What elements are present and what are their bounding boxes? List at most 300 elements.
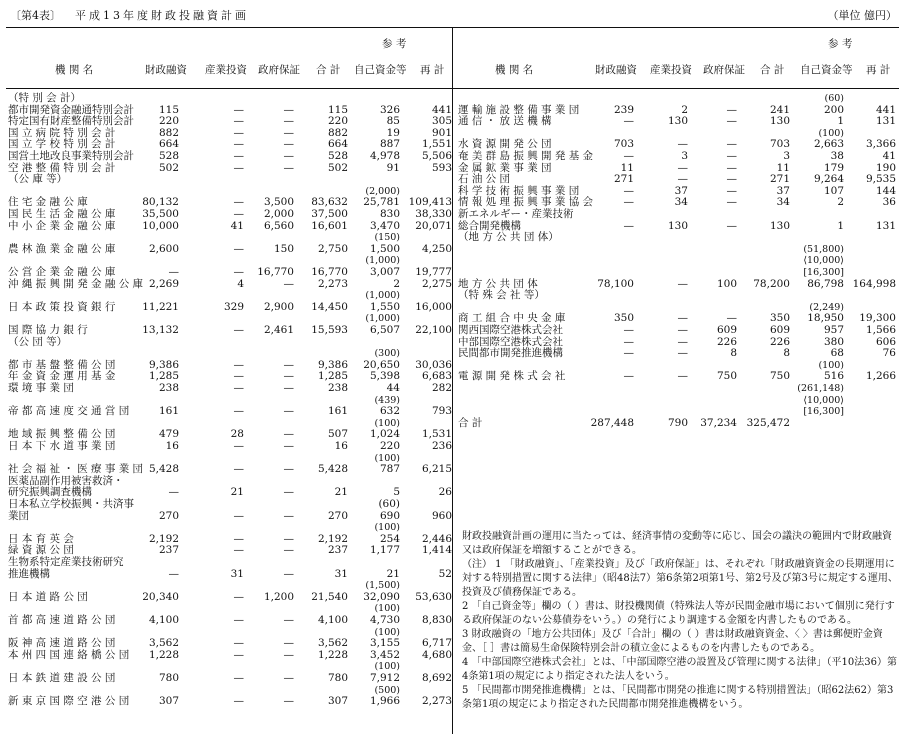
own-funds-value: 179 xyxy=(823,161,844,174)
grand-total-value: 2,446 xyxy=(421,532,452,545)
col-grand-total: 再 計 xyxy=(866,64,891,76)
agency-name: （公 庫 等） xyxy=(8,173,68,186)
total-value: 78,200 xyxy=(753,277,790,290)
agency-name: 特定国有財産整備特別会計 xyxy=(8,115,134,128)
table-number: 〔第4表〕 xyxy=(10,9,61,22)
total-value: 703 xyxy=(769,138,790,151)
grand-total-value: 30,036 xyxy=(415,358,452,371)
agency-name: 都市開発資金融通特別会計 xyxy=(8,103,134,116)
fiscal-loan-value: — xyxy=(168,567,179,580)
government-guarantee-value: — xyxy=(283,115,294,128)
agency-name: 空 港 整 備 特 別 会 計 xyxy=(8,161,116,174)
own-funds-value: 380 xyxy=(823,335,844,348)
agency-name: 日 本 鉄 道 建 設 公 団 xyxy=(8,672,116,684)
industrial-investment-value: — xyxy=(233,509,244,522)
government-guarantee-value: — xyxy=(283,161,294,174)
fiscal-loan-value: 307 xyxy=(158,695,179,708)
grand-total-value: 6,717 xyxy=(421,637,452,650)
own-funds-value: 3,452 xyxy=(369,648,400,661)
own-funds-value: 9,264 xyxy=(813,173,844,186)
government-guarantee-value: 6,560 xyxy=(263,219,294,232)
fiscal-loan-value: 11 xyxy=(620,161,634,174)
grand-total-value: 190 xyxy=(875,161,896,174)
industrial-investment-value: 21 xyxy=(230,486,244,499)
own-funds-value: 5,398 xyxy=(369,370,400,383)
agency-name: 首 都 高 速 道 路 公 団 xyxy=(8,614,116,626)
grand-total-value: 441 xyxy=(431,103,452,116)
government-guarantee-value: — xyxy=(726,150,737,162)
own-funds-value: 200 xyxy=(823,103,844,116)
inner-amount: (261,148) xyxy=(797,383,844,394)
total-value: 37 xyxy=(776,184,790,197)
agency-name: 地 域 振 興 整 備 公 団 xyxy=(8,428,116,441)
government-guarantee-value: — xyxy=(726,161,737,174)
total-value: 2,192 xyxy=(317,532,348,545)
industrial-investment-value: — xyxy=(677,335,688,348)
government-guarantee-value: — xyxy=(283,382,294,394)
fiscal-loan-value: — xyxy=(623,324,634,336)
agency-name: 石 油 公 団 xyxy=(458,173,511,186)
agency-name: 阪 神 高 速 道 路 公 団 xyxy=(8,637,116,650)
fiscal-loan-value: 238 xyxy=(158,382,179,394)
own-funds-value: 887 xyxy=(379,138,400,151)
total-value: 220 xyxy=(327,115,348,128)
industrial-investment-value: — xyxy=(677,277,688,290)
agency-name: 国 際 協 力 銀 行 xyxy=(8,324,88,336)
agency-name: 農 林 漁 業 金 融 公 庫 xyxy=(8,242,116,255)
own-funds-value: 5 xyxy=(393,486,400,499)
note-4: 4 「中部国際空港株式会社」とは、「中部国際空港の設置及び管理に関する法律」（平10法36）第4条第1項の規定により指定された法人をいう。 xyxy=(462,657,897,682)
total-value: 1,285 xyxy=(317,370,348,383)
own-funds-value: 516 xyxy=(823,370,844,383)
grand-total-value: 5,506 xyxy=(421,150,452,162)
industrial-investment-value: — xyxy=(233,150,244,162)
fiscal-loan-value: — xyxy=(623,370,634,383)
page-title: 平成13年度財政投融資計画 xyxy=(75,9,249,22)
inner-amount: (300) xyxy=(374,348,400,360)
government-guarantee-value: — xyxy=(283,614,294,626)
grand-total-value: 960 xyxy=(431,509,452,522)
industrial-investment-value: — xyxy=(233,242,244,255)
fiscal-loan-value: — xyxy=(168,486,179,499)
agency-name: 日 本 道 路 公 団 xyxy=(8,590,88,603)
own-funds-value: 1,500 xyxy=(369,242,400,255)
own-funds-value: 107 xyxy=(823,184,844,197)
own-funds-value: 38 xyxy=(830,150,844,162)
agency-name: 沖 縄 振 興 開 発 金 融 公 庫 xyxy=(8,277,144,290)
inner-amount: (1,000) xyxy=(365,255,400,267)
industrial-investment-value: — xyxy=(677,173,688,186)
agency-name: 関西国際空港株式会社 xyxy=(458,324,563,336)
government-guarantee-value: — xyxy=(283,150,294,162)
fiscal-loan-value: 161 xyxy=(158,405,179,418)
industrial-investment-value: — xyxy=(233,637,244,650)
own-funds-value: 632 xyxy=(379,405,400,418)
grand-total-value: 3,366 xyxy=(865,138,896,151)
grand-total-value: 76 xyxy=(882,347,896,360)
note-intro: 財政投融資計画の運用に当たっては、経済事情の変動等に応じ、国会の議決の範囲内で財政融資又は政府保証を増額することができる。 xyxy=(462,531,892,556)
grand-total-value: 53,630 xyxy=(415,590,452,603)
grand-total-value: 1,551 xyxy=(421,138,452,151)
agency-name: 日 本 下 水 道 事 業 団 xyxy=(8,440,116,452)
agency-name: 国 民 生 活 金 融 公 庫 xyxy=(8,208,116,220)
government-guarantee-value: — xyxy=(283,463,294,476)
fiscal-loan-value: 5,428 xyxy=(148,463,179,476)
inner-amount: (100) xyxy=(374,603,400,615)
grand-total-value: 606 xyxy=(875,335,896,348)
own-funds-value: 20,650 xyxy=(363,358,400,371)
government-guarantee-value: 226 xyxy=(716,335,737,348)
agency-name: 中 小 企 業 金 融 公 庫 xyxy=(8,219,116,232)
col-industrial-investment: 産業投資 xyxy=(650,64,692,76)
industrial-investment-value: — xyxy=(233,196,244,209)
agency-name: 本 州 四 国 連 絡 橋 公 団 xyxy=(8,648,130,661)
grand-total-value: 164,998 xyxy=(852,277,896,290)
government-guarantee-value: 2,461 xyxy=(263,324,294,336)
fiscal-loan-value: 10,000 xyxy=(142,219,179,232)
inner-amount: (2,000) xyxy=(365,185,400,197)
industrial-investment-value: — xyxy=(233,590,244,603)
col-own-funds: 自己資金等 xyxy=(800,64,853,76)
agency-name: 国 立 学 校 特 別 会 計 xyxy=(8,138,116,151)
fiscal-loan-value: 16 xyxy=(165,440,179,452)
industrial-investment-value: — xyxy=(677,324,688,336)
grand-total-value: 19,777 xyxy=(415,266,452,278)
industrial-investment-value: — xyxy=(677,161,688,174)
fiscal-loan-value: 528 xyxy=(158,150,179,162)
industrial-investment-value: 3 xyxy=(681,150,688,162)
col-fiscal-loan: 財政融資 xyxy=(145,64,187,76)
total-value: 507 xyxy=(327,428,348,441)
fiscal-loan-value: — xyxy=(623,150,634,162)
government-guarantee-value: — xyxy=(283,358,294,371)
total-value: 115 xyxy=(327,103,348,116)
total-value: 226 xyxy=(769,335,790,348)
industrial-investment-value: — xyxy=(233,208,244,220)
own-funds-value: 1,177 xyxy=(369,544,400,557)
total-value: 271 xyxy=(769,173,790,186)
agency-name: 研究振興調査機構 xyxy=(8,486,92,499)
grand-total-value: 52 xyxy=(438,567,452,580)
fiscal-loan-value: — xyxy=(623,184,634,197)
inner-amount: (51,800) xyxy=(803,243,844,255)
fiscal-loan-value: — xyxy=(623,115,634,128)
grand-total-value: 144 xyxy=(875,184,896,197)
industrial-investment-value: — xyxy=(233,614,244,626)
agency-name: 新 東 京 国 際 空 港 公 団 xyxy=(8,695,130,708)
industrial-investment-value: — xyxy=(233,266,244,278)
col-total: 合 計 xyxy=(760,64,785,76)
total-value: 750 xyxy=(769,370,790,383)
total-value: 21 xyxy=(334,486,348,499)
fiscal-loan-value: 350 xyxy=(613,312,634,325)
agency-name: 日 本 育 英 会 xyxy=(8,532,74,545)
grand-total-value: 4,680 xyxy=(421,648,452,661)
government-guarantee-value: — xyxy=(283,544,294,557)
fiscal-loan-value: 220 xyxy=(158,115,179,128)
government-guarantee-value: 609 xyxy=(716,324,737,336)
government-guarantee-value: — xyxy=(283,648,294,661)
own-funds-value: 91 xyxy=(386,161,400,174)
inner-amount: (100) xyxy=(374,452,400,464)
fiscal-loan-value: 882 xyxy=(158,126,179,139)
grand-total-value: 901 xyxy=(431,126,452,139)
own-funds-value: 690 xyxy=(379,509,400,522)
fiscal-loan-value: — xyxy=(623,335,634,348)
grand-total-value: 6,683 xyxy=(421,370,452,383)
total-value: 9,386 xyxy=(317,358,348,371)
agency-name: 社 会 福 祉 ・ 医 療 事 業 団 xyxy=(8,463,144,476)
center-divider xyxy=(452,28,453,734)
grand-total-value: 9,535 xyxy=(865,173,896,186)
total-value: 237 xyxy=(327,544,348,557)
grand-total-value: 131 xyxy=(875,219,896,232)
industrial-investment-value: — xyxy=(233,126,244,139)
col-fiscal-loan: 財政融資 xyxy=(595,64,637,76)
own-funds-value: 19 xyxy=(386,126,400,139)
col-government-guarantee: 政府保証 xyxy=(703,64,745,76)
industrial-investment-value: — xyxy=(233,324,244,336)
government-guarantee-value: 16,770 xyxy=(257,266,294,278)
inner-amount: (2,249) xyxy=(809,301,844,313)
note-5: 5 「民間都市開発推進機構」とは、「民間都市開発の推進に関する特別措置法」（昭62法62）第3条第1項の規定により指定された民間都市開発推進機構をいう。 xyxy=(462,685,894,710)
government-guarantee-value: — xyxy=(283,509,294,522)
own-funds-value: 3,155 xyxy=(369,637,400,650)
government-guarantee-value: — xyxy=(726,173,737,186)
agency-name: 科 学 技 術 振 興 事 業 団 xyxy=(458,184,580,197)
agency-name: 新エネルギー・産業技術 xyxy=(458,208,574,220)
government-guarantee-value: 2,000 xyxy=(263,208,294,220)
agency-name: 商 工 組 合 中 央 金 庫 xyxy=(458,312,566,325)
agency-name: 業団 xyxy=(8,509,29,522)
agency-name: 水 資 源 開 発 公 団 xyxy=(458,138,552,151)
grand-total-value: 1,566 xyxy=(865,324,896,336)
fiscal-loan-value: — xyxy=(623,347,634,360)
agency-name: 住 宅 金 融 公 庫 xyxy=(8,196,88,209)
agency-name: 都 市 基 盤 整 備 公 団 xyxy=(8,358,116,371)
grand-total-value: 2,273 xyxy=(421,695,452,708)
fiscal-loan-value: 2,600 xyxy=(148,242,179,255)
inner-amount: (100) xyxy=(374,522,400,534)
agency-name: （地 方 公 共 団 体） xyxy=(458,231,559,244)
total-value: 664 xyxy=(327,138,348,151)
inner-amount: (100) xyxy=(818,127,844,139)
government-guarantee-value: — xyxy=(283,637,294,650)
industrial-investment-value: 2 xyxy=(681,103,688,116)
industrial-investment-value: — xyxy=(233,440,244,452)
grand-total-value: 131 xyxy=(875,115,896,128)
inner-amount: [16,300] xyxy=(803,406,844,418)
total-value: 528 xyxy=(327,150,348,162)
grand-total-value: 19,300 xyxy=(859,312,896,325)
own-funds-value: 1,550 xyxy=(369,300,400,313)
fiscal-loan-value: 287,448 xyxy=(590,416,634,429)
total-value: 16 xyxy=(334,440,348,452)
own-funds-value: 86,798 xyxy=(807,277,844,290)
government-guarantee-value: — xyxy=(726,115,737,128)
agency-name: 地 方 公 共 団 体 xyxy=(458,277,538,290)
grand-total-value: 441 xyxy=(875,103,896,116)
grand-total-value: 109,413 xyxy=(408,196,452,209)
inner-amount: ⟨10,000⟩ xyxy=(803,255,844,267)
inner-amount: (500) xyxy=(374,684,400,696)
inner-amount: (100) xyxy=(818,359,844,371)
fiscal-loan-value: 115 xyxy=(158,103,179,116)
agency-name: 国営土地改良事業特別会計 xyxy=(8,150,134,162)
col-grand-total: 再 計 xyxy=(420,64,445,76)
total-value: 31 xyxy=(334,567,348,580)
own-funds-value: 254 xyxy=(379,532,400,545)
industrial-investment-value: — xyxy=(233,358,244,371)
grand-total-value: 26 xyxy=(438,486,452,499)
government-guarantee-value: 100 xyxy=(716,277,737,290)
note-1: （注） 1 「財政融資」、「産業投資」及び「政府保証」は、それぞれ「財政融資資金の長期運用に対する特別措置に関する法律」（昭48法7）第6条第2項第1号、第2号及び第3号に規定する運用、投資及び債務保証である。 xyxy=(462,559,898,598)
industrial-investment-value: 130 xyxy=(667,115,688,128)
government-guarantee-value: 750 xyxy=(716,370,737,383)
government-guarantee-value: — xyxy=(283,567,294,580)
total-value: 882 xyxy=(327,126,348,139)
government-guarantee-value: 150 xyxy=(273,242,294,255)
government-guarantee-value: — xyxy=(283,532,294,545)
industrial-investment-value: — xyxy=(233,544,244,557)
total-value: 21,540 xyxy=(311,590,348,603)
own-funds-value: 2 xyxy=(837,196,844,209)
own-funds-value: 2 xyxy=(393,277,400,290)
own-funds-value: 7,912 xyxy=(369,672,400,684)
government-guarantee-value: — xyxy=(726,312,737,325)
total-value: 2,750 xyxy=(317,242,348,255)
inner-amount: (100) xyxy=(374,417,400,429)
government-guarantee-value: — xyxy=(283,672,294,684)
industrial-investment-value: — xyxy=(233,463,244,476)
government-guarantee-value: — xyxy=(283,428,294,441)
total-value: 307 xyxy=(327,695,348,708)
total-value: 350 xyxy=(769,312,790,325)
total-value: 16,601 xyxy=(311,219,348,232)
agency-name: 医薬品副作用被害救済・ xyxy=(8,474,124,487)
industrial-investment-value: — xyxy=(233,138,244,151)
industrial-investment-value: — xyxy=(677,347,688,360)
industrial-investment-value: 790 xyxy=(667,416,688,429)
own-funds-value: 957 xyxy=(823,324,844,336)
total-value: 1,228 xyxy=(317,648,348,661)
industrial-investment-value: 41 xyxy=(230,219,244,232)
agency-name: （特 殊 会 社 等） xyxy=(458,289,545,302)
grand-total-value: 22,100 xyxy=(415,324,452,336)
fiscal-loan-value: 664 xyxy=(158,138,179,151)
industrial-investment-value: — xyxy=(233,370,244,383)
fiscal-loan-value: 502 xyxy=(158,161,179,174)
fiscal-loan-value: 3,562 xyxy=(148,637,179,650)
industrial-investment-value: — xyxy=(677,138,688,151)
industrial-investment-value: 130 xyxy=(667,219,688,232)
government-guarantee-value: 2,900 xyxy=(263,300,294,313)
inner-amount: (100) xyxy=(374,626,400,638)
own-funds-value: 18,950 xyxy=(807,312,844,325)
fiscal-loan-value: 35,500 xyxy=(142,208,179,220)
industrial-investment-value: — xyxy=(233,103,244,116)
col-industrial-investment: 産業投資 xyxy=(205,64,247,76)
total-value: 502 xyxy=(327,161,348,174)
fiscal-loan-value: 239 xyxy=(613,103,634,116)
grand-total-value: 1,414 xyxy=(421,544,452,557)
government-guarantee-value: 8 xyxy=(730,347,737,360)
agency-name: 公 営 企 業 金 融 公 庫 xyxy=(8,266,116,278)
government-guarantee-value: — xyxy=(726,184,737,197)
total-value: 11 xyxy=(776,161,790,174)
total-value: 161 xyxy=(327,405,348,418)
government-guarantee-value: — xyxy=(726,103,737,116)
agency-name: 電 源 開 発 株 式 会 社 xyxy=(458,370,566,383)
own-funds-value: 1 xyxy=(837,115,844,128)
government-guarantee-value: — xyxy=(283,695,294,708)
industrial-investment-value: — xyxy=(233,115,244,128)
fiscal-loan-value: — xyxy=(623,196,634,209)
grand-total-value: 8,692 xyxy=(421,672,452,684)
grand-total-value: 41 xyxy=(882,150,896,162)
grand-total-value: 305 xyxy=(431,115,452,128)
total-value: 15,593 xyxy=(311,324,348,336)
inner-amount: (1,500) xyxy=(365,580,400,592)
agency-name: 金 属 鉱 業 事 業 団 xyxy=(458,161,552,174)
col-total: 合 計 xyxy=(316,64,341,76)
industrial-investment-value: — xyxy=(233,382,244,394)
fiscal-loan-value: 2,269 xyxy=(148,277,179,290)
total-value: 4,100 xyxy=(317,614,348,626)
inner-amount: [16,300] xyxy=(803,267,844,278)
inner-amount: (1,000) xyxy=(365,290,400,302)
government-guarantee-value: — xyxy=(283,370,294,383)
agency-name: （公 団 等） xyxy=(8,335,68,348)
total-value: 325,472 xyxy=(746,416,790,429)
own-funds-value: 1,966 xyxy=(369,695,400,708)
grand-total-value: 16,000 xyxy=(415,300,452,313)
inner-amount: (100) xyxy=(374,661,400,673)
total-value: 83,632 xyxy=(311,196,348,209)
total-value: 609 xyxy=(769,324,790,336)
fiscal-loan-value: 78,100 xyxy=(597,277,634,290)
industrial-investment-value: — xyxy=(233,695,244,708)
industrial-investment-value: 329 xyxy=(223,300,244,313)
agency-name: 民間都市開発推進機構 xyxy=(458,347,563,360)
fiscal-loan-value: 20,340 xyxy=(142,590,179,603)
note-2: 2 「自己資金等」欄の（ ）書は、財投機関債（特殊法人等が民間金融市場において個別に発行する政府保証のない公募債券をいう。）の発行により調達する金額を内書したものである。 xyxy=(462,601,895,626)
col-government-guarantee: 政府保証 xyxy=(258,64,300,76)
government-guarantee-value: — xyxy=(283,138,294,151)
own-funds-value: 830 xyxy=(379,208,400,220)
government-guarantee-value: 37,234 xyxy=(700,416,737,429)
agency-name: 日本私立学校振興・共済事 xyxy=(8,498,134,510)
agency-name: 合 計 xyxy=(458,416,483,429)
industrial-investment-value: 4 xyxy=(237,277,244,290)
agency-name: 推進機構 xyxy=(8,567,50,580)
inner-amount: (439) xyxy=(374,394,400,406)
own-funds-value: 4,978 xyxy=(369,150,400,162)
grand-total-value: 2,275 xyxy=(421,277,452,290)
own-funds-value: 326 xyxy=(379,103,400,116)
fiscal-loan-value: 80,132 xyxy=(142,196,179,209)
industrial-investment-value: — xyxy=(233,672,244,684)
agency-name: 年 金 資 金 運 用 基 金 xyxy=(8,370,116,383)
government-guarantee-value: — xyxy=(283,440,294,452)
own-funds-value: 25,781 xyxy=(363,196,400,209)
industrial-investment-value: — xyxy=(233,532,244,545)
government-guarantee-value: 3,500 xyxy=(263,196,294,209)
inner-amount: (150) xyxy=(374,232,400,244)
agency-name: 環 境 事 業 団 xyxy=(8,382,74,394)
fiscal-loan-value: 479 xyxy=(158,428,179,441)
fiscal-loan-value: 703 xyxy=(613,138,634,151)
